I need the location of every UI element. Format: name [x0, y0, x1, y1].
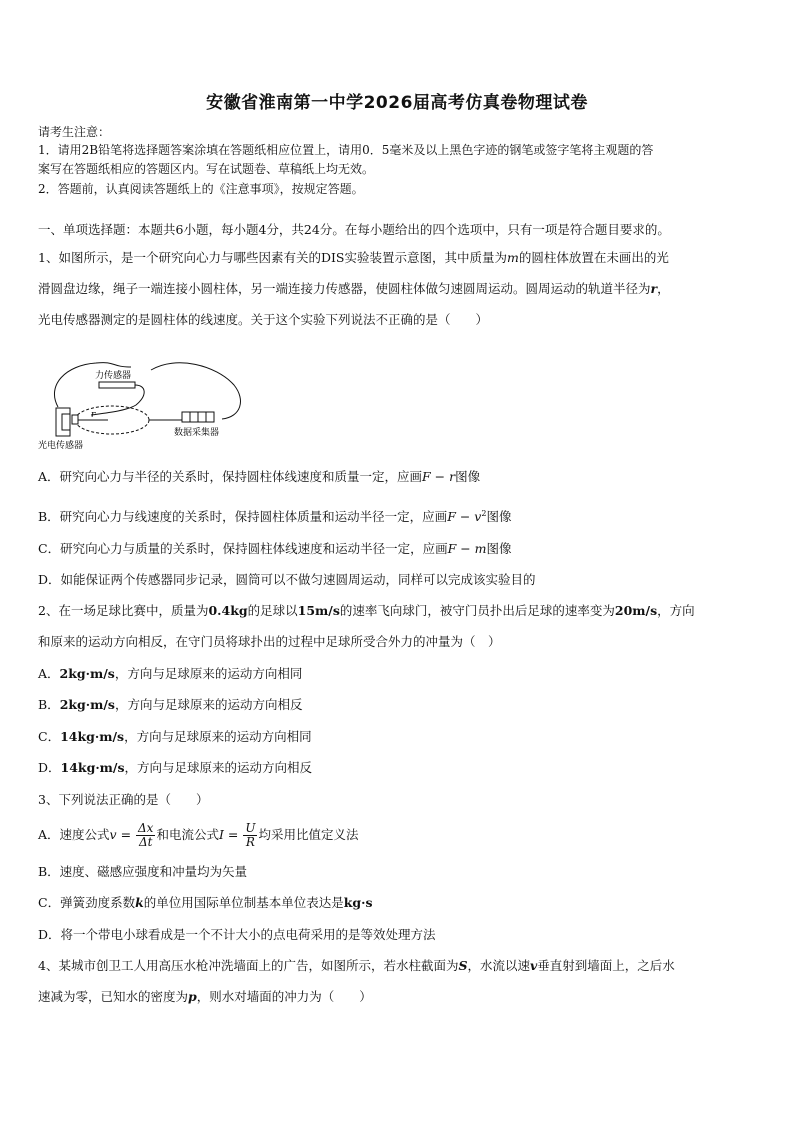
q3-option-c[interactable]: C．弹簧劲度系数k的单位用国际单位制基本单位表达是kg·s	[38, 895, 373, 910]
force-sensor-shape	[99, 382, 135, 388]
photo-sensor-label: 光电传感器	[38, 441, 84, 451]
notice-heading: 请考生注意：	[38, 125, 111, 139]
notice-item: 1．请用2B铅笔将选择题答案涂填在答题纸相应位置上，请用0．5毫米及以上黑色字迹的钢笔或签字笔将主观题的答	[38, 143, 654, 157]
question-4-stem: 速减为零，已知水的密度为p，则水对墙面的冲力为（ ）	[38, 989, 372, 1004]
q3-option-a[interactable]: A．速度公式v = $\frac{\Delta x}{\Delta t}$ 和电流公式I = $\frac{U}{R}$ 均采用比值定义法	[38, 821, 359, 849]
q1-option-b[interactable]: B．研究向心力与线速度的关系时，保持圆柱体质量和运动半径一定，应画$F - v^2$图像	[38, 509, 512, 525]
q2-option-d[interactable]: D．14kg·m/s，方向与足球原来的运动方向相反	[38, 760, 313, 775]
q1-option-a[interactable]: A．研究向心力与半径的关系时，保持圆柱体线速度和质量一定，应画F − r图像	[38, 469, 481, 484]
notice-item: 案写在答题纸相应的答题区内。写在试题卷、草稿纸上均无效。	[38, 162, 375, 176]
q3-option-b[interactable]: B．速度、磁感应强度和冲量均为矢量	[38, 864, 248, 879]
section-heading: 一、单项选择题：本题共6小题，每小题4分，共24分。在每小题给出的四个选项中，只有一项是符合题目要求的。	[38, 222, 670, 237]
force-sensor-label: 力传感器	[95, 371, 132, 381]
cylinder-shape	[72, 415, 78, 424]
page-title: 安徽省淮南第一中学2026届高考仿真卷物理试卷	[206, 93, 588, 113]
cable-wire	[151, 363, 240, 419]
question-2-stem: 2、在一场足球比赛中，质量为0.4kg的足球以15m/s的速率飞向球门，被守门员扑出后足球的速率变为20m/s，方向	[38, 603, 695, 618]
data-collector-label: 数据采集器	[174, 428, 220, 438]
question-2-stem: 和原来的运动方向相反，在守门员将球扑出的过程中足球所受合外力的冲量为（ ）	[38, 634, 501, 649]
notice-item: 2．答题前，认真阅读答题纸上的《注意事项》，按规定答题。	[38, 182, 364, 196]
question-1-stem: 1、如图所示，是一个研究向心力与哪些因素有关的DIS实验装置示意图，其中质量为m的圆柱体放置在未画出的光	[38, 250, 669, 265]
dis-apparatus-figure	[36, 345, 251, 455]
q3-option-d[interactable]: D．将一个带电小球看成是一个不计大小的点电荷采用的是等效处理方法	[38, 927, 436, 942]
q2-option-a[interactable]: A．2kg·m/s，方向与足球原来的运动方向相同	[38, 666, 303, 681]
question-3-stem: 3、下列说法正确的是（ ）	[38, 792, 209, 807]
q1-option-c[interactable]: C．研究向心力与质量的关系时，保持圆柱体线速度和运动半径一定，应画F − m图像	[38, 541, 512, 556]
question-4-stem: 4、某城市创卫工人用高压水枪冲洗墙面上的广告，如图所示，若水柱截面为S，水流以速v垂直射到墙面上，之后水	[38, 958, 675, 973]
question-1-stem: 光电传感器测定的是圆柱体的线速度。关于这个实验下列说法不正确的是（ ）	[38, 312, 489, 327]
q1-option-d[interactable]: D．如能保证两个传感器同步记录，圆筒可以不做匀速圆周运动，同样可以完成该实验目的	[38, 572, 536, 587]
q2-option-b[interactable]: B．2kg·m/s，方向与足球原来的运动方向相反	[38, 697, 303, 712]
fraction: $\frac{U}{R}$	[245, 821, 256, 849]
fraction: $\frac{\Delta x}{\Delta t}$	[138, 821, 154, 849]
question-1-stem: 滑圆盘边缘，绳子一端连接小圆柱体，另一端连接力传感器，使圆柱体做匀速圆周运动。圆周运动的轨道半径为r，	[38, 281, 670, 296]
string-line	[91, 385, 144, 415]
radius-label: r	[91, 410, 96, 420]
q2-option-c[interactable]: C．14kg·m/s，方向与足球原来的运动方向相同	[38, 729, 312, 744]
